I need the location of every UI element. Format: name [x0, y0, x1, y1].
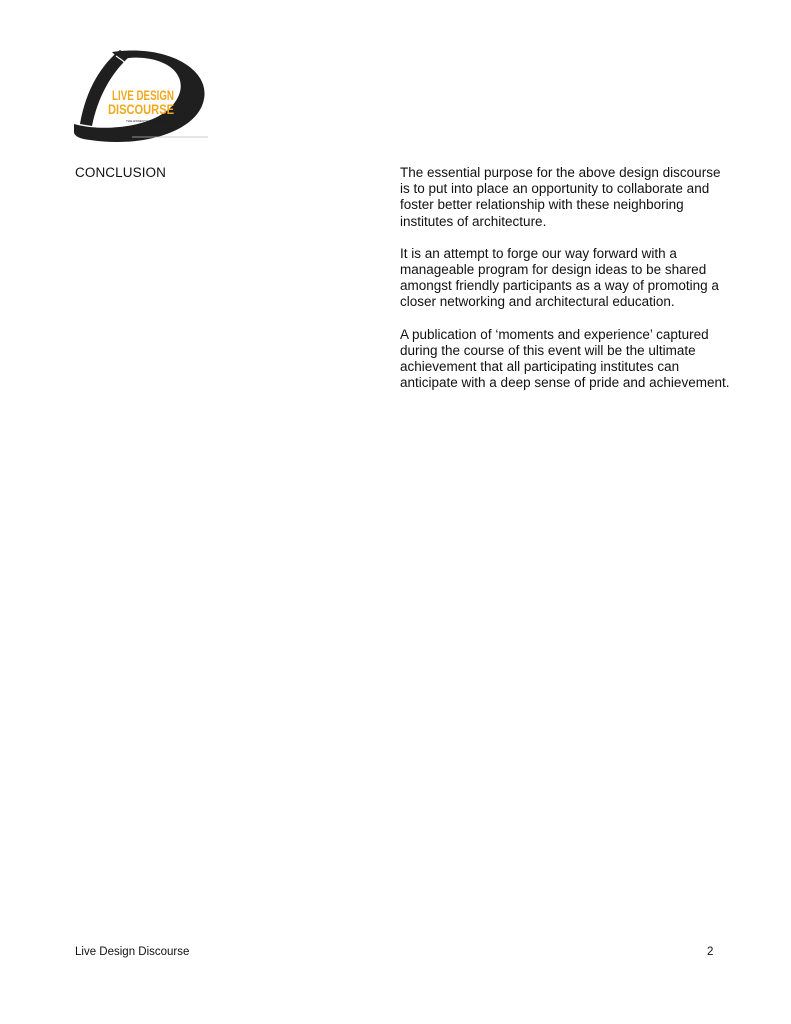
logo-tagline: THE ESSENTIAL ENGAGEMENT [126, 119, 175, 123]
live-design-discourse-logo [72, 44, 212, 144]
paragraph-program: It is an attempt to forge our way forward with a manageable program for design ideas to be shared amongst friendly participants as a way of promoting a closer networking and architectural education. [400, 245, 719, 310]
body-text-column [400, 165, 730, 407]
section-heading: CONCLUSION [75, 165, 167, 180]
paragraph-publication: A publication of ‘moments and experience’ captured during the course of this event will be the ultimate achievement that all participating institutes can anticipate with a deep sense of pride and achievement. [400, 326, 730, 391]
footer-title: Live Design Discourse [75, 946, 190, 958]
logo-line1: LIVE DESIGN [112, 87, 174, 103]
page-number: 2 [707, 946, 714, 958]
logo-mark [72, 44, 212, 144]
logo-line2: DISCOURSE [108, 101, 174, 117]
paragraph-purpose: The essential purpose for the above design discourse is to put into place an opportunity to collaborate and foster better relationship with these neighboring institutes of architecture. [400, 165, 721, 229]
